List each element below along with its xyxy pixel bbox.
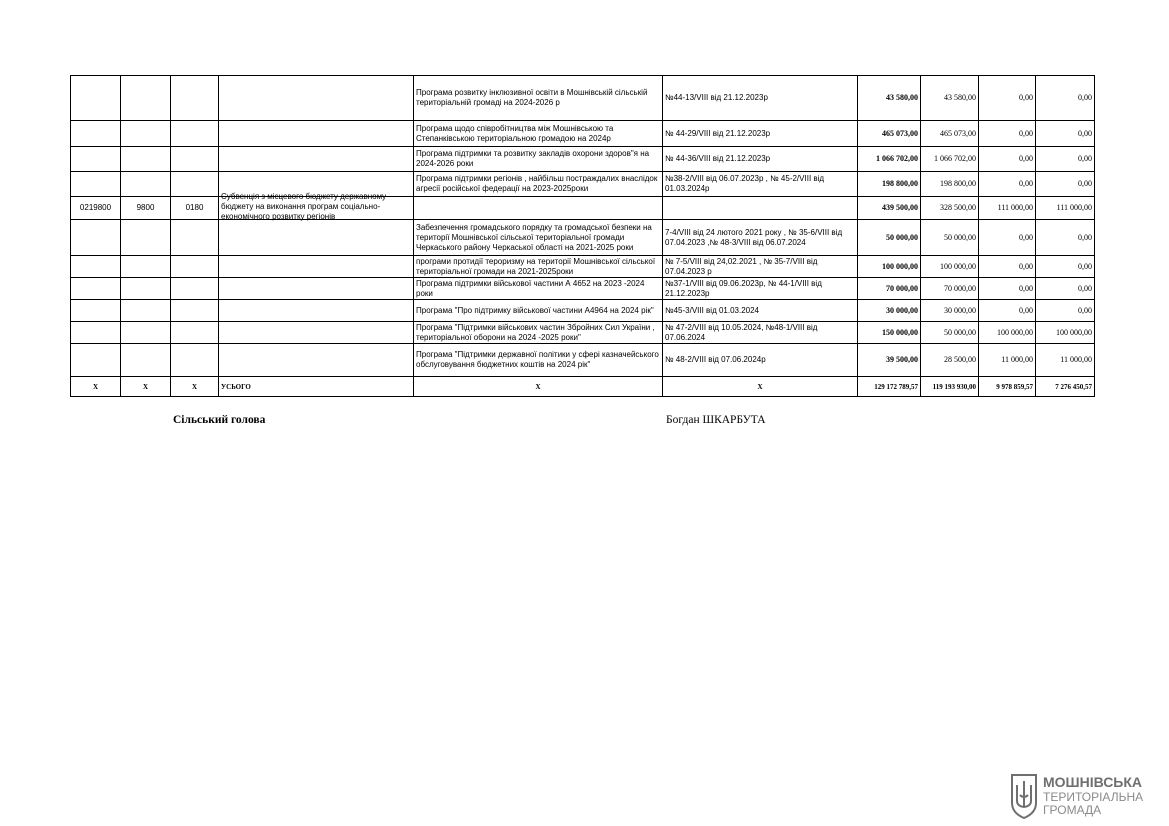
code-kfkvk xyxy=(171,256,219,278)
code-kfkvk xyxy=(171,220,219,256)
table-row xyxy=(71,344,1095,377)
amount-special: 0,00 xyxy=(979,256,1036,278)
amount-total: 50 000,00 xyxy=(858,220,921,256)
amount-special: 0,00 xyxy=(979,147,1036,172)
amount-development: 0,00 xyxy=(1036,278,1095,300)
item-name xyxy=(219,256,414,278)
code-kpkvk xyxy=(71,278,121,300)
total-code-kfkvk: Х xyxy=(171,377,219,397)
code-kpkvk xyxy=(71,322,121,344)
amount-special: 0,00 xyxy=(979,76,1036,121)
amount-special: 100 000,00 xyxy=(979,322,1036,344)
total-amount-development: 7 276 450,57 xyxy=(1036,377,1095,397)
amount-total: 439 500,00 xyxy=(858,197,921,220)
logo-line-3: ГРОМАДА xyxy=(1043,803,1102,817)
amount-general: 70 000,00 xyxy=(921,278,979,300)
program-name: Програма підтримки та розвитку закладів охорони здоров"я на 2024-2026 роки xyxy=(414,147,663,172)
total-amount-total: 129 172 789,57 xyxy=(858,377,921,397)
program-name: програми протидії тероризму на території Мошнівської сільської територіальної громади на 2021-2025роки xyxy=(414,256,663,278)
community-logo xyxy=(1010,772,1150,822)
program-name xyxy=(414,197,663,220)
code-kfkvk xyxy=(171,172,219,197)
logo-line-2: ТЕРИТОРІАЛЬНА xyxy=(1043,790,1144,804)
code-kfkvk xyxy=(171,147,219,172)
item-name xyxy=(219,76,414,121)
code-kfk xyxy=(121,300,171,322)
decision-ref xyxy=(663,197,858,220)
amount-total: 198 800,00 xyxy=(858,172,921,197)
total-code-kpkvk: Х xyxy=(71,377,121,397)
decision-ref: №38-2/VIII від 06.07.2023р , № 45-2/VIII від 01.03.2024р xyxy=(663,172,858,197)
program-name: Програма підтримки регіонів , найбільш постраждалих внаслідок агресії російської федерації на 2023-2025роки xyxy=(414,172,663,197)
decision-ref: 7-4/VIII від 24 лютого 2021 року , № 35-6/VIII від 07.04.2023 ,№ 48-3/VIII від 06.07.2024 xyxy=(663,220,858,256)
code-kpkvk xyxy=(71,220,121,256)
amount-special: 0,00 xyxy=(979,278,1036,300)
amount-general: 50 000,00 xyxy=(921,220,979,256)
code-kpkvk xyxy=(71,344,121,377)
code-kfkvk: 0180 xyxy=(171,197,219,220)
amount-development: 0,00 xyxy=(1036,147,1095,172)
code-kfk xyxy=(121,322,171,344)
amount-special: 111 000,00 xyxy=(979,197,1036,220)
amount-general: 198 800,00 xyxy=(921,172,979,197)
code-kfk xyxy=(121,256,171,278)
program-name: Програма щодо співробітництва між Мошнівською та Степанківською територіальною громадою на 2024р xyxy=(414,121,663,147)
amount-development: 11 000,00 xyxy=(1036,344,1095,377)
amount-general: 28 500,00 xyxy=(921,344,979,377)
total-decision-ref: Х xyxy=(663,377,858,397)
code-kfkvk xyxy=(171,322,219,344)
trident-emblem-icon xyxy=(1010,773,1038,819)
code-kpkvk xyxy=(71,172,121,197)
code-kfk xyxy=(121,220,171,256)
decision-ref: №44-13/VIII від 21.12.2023р xyxy=(663,76,858,121)
amount-development: 0,00 xyxy=(1036,256,1095,278)
code-kfk xyxy=(121,147,171,172)
amount-special: 0,00 xyxy=(979,300,1036,322)
code-kpkvk xyxy=(71,121,121,147)
item-name xyxy=(219,278,414,300)
code-kfk: 9800 xyxy=(121,197,171,220)
code-kfk xyxy=(121,344,171,377)
program-name: Програма підтримки військової частини А 4652 на 2023 -2024 роки xyxy=(414,278,663,300)
decision-ref: № 47-2/VIII від 10.05.2024, №48-1/VIII від 07.06.2024 xyxy=(663,322,858,344)
amount-total: 150 000,00 xyxy=(858,322,921,344)
amount-general: 328 500,00 xyxy=(921,197,979,220)
amount-development: 100 000,00 xyxy=(1036,322,1095,344)
amount-special: 11 000,00 xyxy=(979,344,1036,377)
table-row xyxy=(71,220,1095,256)
amount-general: 100 000,00 xyxy=(921,256,979,278)
amount-development: 0,00 xyxy=(1036,76,1095,121)
decision-ref: № 44-29/VIII від 21.12.2023р xyxy=(663,121,858,147)
item-name xyxy=(219,322,414,344)
item-name xyxy=(219,344,414,377)
code-kfkvk xyxy=(171,300,219,322)
amount-development: 0,00 xyxy=(1036,172,1095,197)
code-kpkvk xyxy=(71,300,121,322)
amount-total: 70 000,00 xyxy=(858,278,921,300)
code-kpkvk xyxy=(71,256,121,278)
code-kfkvk xyxy=(171,121,219,147)
amount-special: 0,00 xyxy=(979,220,1036,256)
table-row xyxy=(71,121,1095,147)
code-kpkvk xyxy=(71,147,121,172)
amount-total: 1 066 702,00 xyxy=(858,147,921,172)
amount-general: 465 073,00 xyxy=(921,121,979,147)
total-item-name: УСЬОГО xyxy=(219,377,414,397)
amount-general: 1 066 702,00 xyxy=(921,147,979,172)
amount-total: 43 580,00 xyxy=(858,76,921,121)
decision-ref: № 7-5/VIII від 24,02.2021 , № 35-7/VIII від 07.04.2023 р xyxy=(663,256,858,278)
amount-development: 0,00 xyxy=(1036,220,1095,256)
code-kfkvk xyxy=(171,278,219,300)
item-name-text: Субвенція з місцевого бюджету державному бюджету на виконання програм соціально-економічного розвитку регіонів xyxy=(221,192,387,221)
decision-ref: №45-3/VIII від 01.03.2024 xyxy=(663,300,858,322)
item-name xyxy=(219,121,414,147)
item-name xyxy=(219,192,414,221)
signature-name: Богдан ШКАРБУТА xyxy=(666,414,766,426)
amount-total: 100 000,00 xyxy=(858,256,921,278)
item-name xyxy=(219,300,414,322)
total-row xyxy=(71,377,1095,397)
program-name: Програма розвитку інклюзивної освіти в Мошнівській сільській територіальній громаді на 2024-2026 р xyxy=(414,76,663,121)
total-code-kfk: Х xyxy=(121,377,171,397)
program-name: Програма "Підтримки військових частин Збройних Сил України , територіальної оборони на 2024 -2025 роки" xyxy=(414,322,663,344)
table-row xyxy=(71,322,1095,344)
total-program-name: Х xyxy=(414,377,663,397)
code-kfk xyxy=(121,278,171,300)
decision-ref: № 48-2/VIII від 07.06.2024р xyxy=(663,344,858,377)
code-kfkvk xyxy=(171,76,219,121)
code-kpkvk: 0219800 xyxy=(71,197,121,220)
amount-general: 43 580,00 xyxy=(921,76,979,121)
table-row xyxy=(71,197,1095,220)
amount-development: 111 000,00 xyxy=(1036,197,1095,220)
decision-ref: №37-1/VIII від 09.06.2023р, № 44-1/VIII від 21.12.2023р xyxy=(663,278,858,300)
table-row xyxy=(71,76,1095,121)
table-row xyxy=(71,300,1095,322)
table-row xyxy=(71,147,1095,172)
amount-total: 39 500,00 xyxy=(858,344,921,377)
item-name xyxy=(219,147,414,172)
program-name: Забезпечення громадського порядку та громадської безпеки на території Мошнівської сільської територіальної громади Черкаського району Черкаської області на 2021-2025 роки xyxy=(414,220,663,256)
budget-programs-table xyxy=(70,75,1095,397)
table-row xyxy=(71,256,1095,278)
table-row xyxy=(71,278,1095,300)
decision-ref: № 44-36/VIII від 21.12.2023р xyxy=(663,147,858,172)
amount-special: 0,00 xyxy=(979,172,1036,197)
code-kpkvk xyxy=(71,76,121,121)
amount-development: 0,00 xyxy=(1036,121,1095,147)
code-kfkvk xyxy=(171,344,219,377)
amount-total: 465 073,00 xyxy=(858,121,921,147)
code-kfk xyxy=(121,172,171,197)
total-amount-general: 119 193 930,00 xyxy=(921,377,979,397)
signature-title: Сільський голова xyxy=(173,414,266,426)
code-kfk xyxy=(121,76,171,121)
item-name xyxy=(219,220,414,256)
program-name: Програма "Підтримки державної політики у сфері казначейського обслуговування бюджетних коштів на 2024 рік" xyxy=(414,344,663,377)
total-amount-special: 9 978 859,57 xyxy=(979,377,1036,397)
amount-general: 30 000,00 xyxy=(921,300,979,322)
amount-development: 0,00 xyxy=(1036,300,1095,322)
table-body xyxy=(71,76,1095,397)
logo-line-1: МОШНІВСЬКА xyxy=(1043,774,1143,790)
program-name: Програма "Про підтримку військової частини А4964 на 2024 рік" xyxy=(414,300,663,322)
amount-total: 30 000,00 xyxy=(858,300,921,322)
code-kfk xyxy=(121,121,171,147)
amount-special: 0,00 xyxy=(979,121,1036,147)
amount-general: 50 000,00 xyxy=(921,322,979,344)
